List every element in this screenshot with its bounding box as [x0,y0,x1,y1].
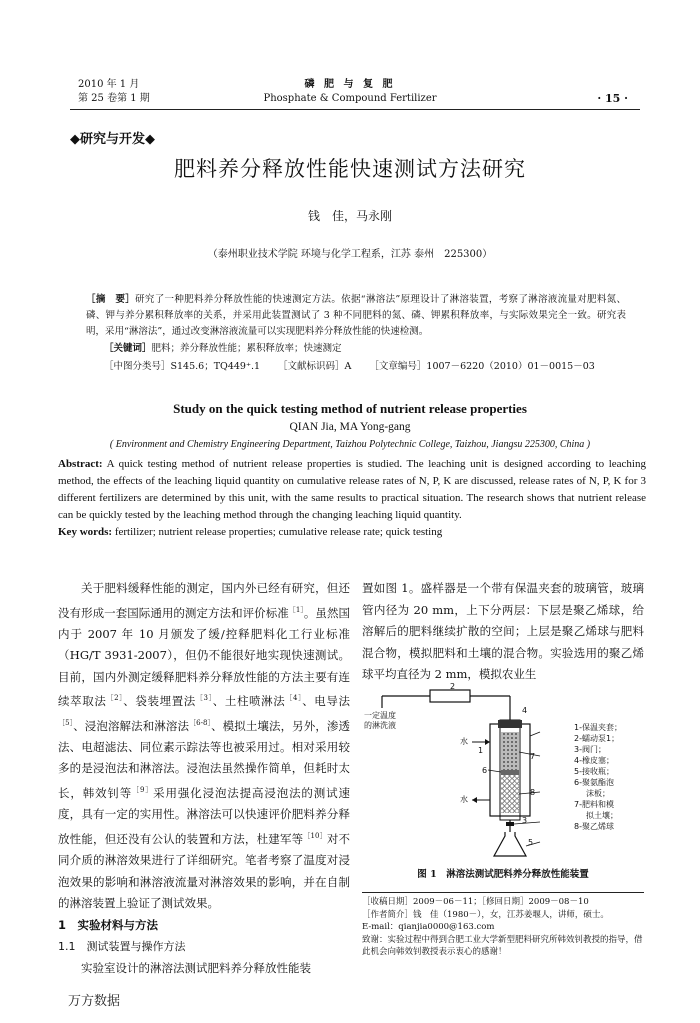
text-run: 关于肥料缓释性能的测定，国内外已经有研究，但还没有形成一套国际通用的测定方法和评价标准 [58,581,350,620]
leaching-liquid-label: 的淋洗液 [364,721,396,730]
figure-legend [574,722,622,832]
journal-name-cn: 磷 肥 与 复 肥 [304,79,396,90]
text-run: 对不同介质的淋溶效果进行了详细研究。笔者考察了温度对浸泡效果的影响和淋溶液流量对淋溶效果的影响，并在自制的淋溶装置上验证了测试效果。 [58,831,350,911]
callout-number: 4 [522,706,528,715]
affiliation-cn: （泰州职业技术学院 环境与化学工程系，江苏 泰州 225300） [207,249,493,260]
callout-number: 3 [522,816,528,825]
text-run: 、电导法 [302,694,351,709]
legend-item: 1-保温夹套； [574,723,622,732]
legend-item: 2-蠕动泵1； [574,734,620,743]
legend-item: 5-接收瓶； [574,767,614,776]
citation: ［5］ [58,718,74,727]
callout-number: 5 [528,838,534,847]
keywords-cn-label: ［关键词］ [104,343,152,354]
legend-item: 8-聚乙烯球 [574,822,614,831]
leader-line [530,732,540,736]
header-date: 2010 年 1 月 [78,79,140,90]
citation: ［6-8］ [189,718,212,727]
keywords-en-text: fertilizer; nutrient release properties; cumulative release rate; quick testing [112,526,443,538]
text-run: 、模拟土壤法，另外，渗透法、电超滤法、同位素示踪法等也被采用过。相对采用较多的是浸泡法和淋溶法。浸泡法虽然操作简单，但耗时太长，韩效钊等 [58,718,351,800]
keywords-cn [104,340,342,354]
text-run: 。虽然国内于 2007 年 10 月颁发了缓/控释肥料化工行业标准（HG/T 3931-2007），但仍不能很好地实现快速测试。目前，国内外测定缓释肥料养分释放性能的方法主要有连续萃取法 [58,605,350,709]
fertilizer-soil-layer [501,732,519,770]
classification-line [104,358,613,372]
abstract-en [58,456,646,541]
document-code: ［文献标识码］A [278,361,352,372]
legend-item: 3-阀门； [574,745,606,754]
arrow-icon [485,739,490,745]
peristaltic-pump [430,690,470,702]
header-journal [0,78,700,106]
abstract-cn [86,292,626,340]
wanfang-watermark: 万方数据 [68,994,121,1009]
arrow-icon [472,797,477,803]
section-heading: 1 实验材料与方法 [58,917,159,932]
header-volume: 第 25 卷第 1 期 [78,93,150,104]
received-date: ［收稿日期］2009－06－11；［修回日期］2009－08－10 [362,897,589,907]
valve [506,822,514,826]
keywords-en-label: Key words: [58,526,113,538]
leaching-liquid-label: 一定温度 [364,711,396,720]
text-run: 、土柱喷淋法 [212,694,286,709]
figure-caption: 图 1 淋溶法测试肥料养分释放性能装置 [417,869,589,880]
article-title-en: Study on the quick testing method of nutrient release properties [173,401,527,416]
footnote [362,896,644,959]
article-title-cn: 肥料养分释放性能快速测试方法研究 [174,157,526,181]
citation: ［2］ [106,694,124,703]
affiliation-en: ( Environment and Chemistry Engineering Department, Taizhou Polytechnic College, Taizhou, Jiangsu 225300, China ) [109,439,591,450]
figure-leaching-apparatus [362,676,644,861]
article-number: ［文章编号］1007－6220（2010）01－0015－03 [369,361,595,372]
legend-item: 拟土壤； [586,811,618,820]
section-tag: ◆研究与开发◆ [70,132,155,147]
callout-number: 2 [450,682,456,691]
legend-item: 7-肥料和模 [574,800,614,809]
citation: ［4］ [285,694,303,703]
body-left-column [58,578,350,979]
abstract-cn-text: 研究了一种肥料养分释放性能的快速测定方法。依据“淋溶法”原理设计了淋溶装置，考察了淋溶液流量对肥料氮、磷、钾与养分累积释放率的关系，并采用此装置测试了 3 种不同肥料的氮、磷、钾累积释放率，与实际效果完全一致。研究表明，采用“淋溶法”，通过改变淋溶液流量可以实现肥料养分释放性能的快速检测。 [86,294,626,337]
callout-number: 1 [478,746,484,755]
authors-cn: 钱 佳，马永刚 [307,209,392,223]
acknowledgement: 致谢：实验过程中得到合肥工业大学新型肥料研究所韩效钊教授的指导，借此机会向韩效钊教授表示衷心的感谢！ [362,934,643,957]
journal-name-en: Phosphate & Compound Fertilizer [263,93,437,104]
legend-item: 沫板； [586,789,610,798]
text-run: 采用强化浸泡法提高浸泡法的测试速度，具有一定的实用性。淋溶法可以快速评价肥料养分释放性能，但还没有公认的装置和方法，杜建军等 [58,785,351,846]
polyurethane-foam-board [501,770,519,775]
rubber-stopper [498,720,522,728]
callout-number: 7 [530,752,536,761]
citation: ［1］ [288,605,304,614]
keywords-cn-text: 肥料；养分释放性能；累积释放率；快速测定 [151,343,342,354]
author-email: E-mail：qianjia0000@163.com [362,922,495,932]
receiving-flask [494,832,526,856]
abstract-en-label: Abstract: [58,458,103,470]
callout-number: 6 [482,766,488,775]
abstract-cn-label: ［摘 要］ [86,294,136,305]
legend-item: 4-橡皮塞； [574,756,614,765]
method-paragraph: 实验室设计的淋溶法测试肥料养分释放性能装 [81,960,311,975]
abstract-en-text: A quick testing method of nutrient release properties is studied. The leaching unit is designed according to leaching method, the effects of the leaching liquid quantity on cumulative release rates of N, P, K are discussed, release rates of N, P, K for 3 different fertilizers are determined by this unit, with the same results to practical situation. The research shows that nutrient release can be quickly tested by the leaching method through the changing leaching liquid quantity. [58,458,646,521]
citation: ［10］ [303,831,327,840]
water-out-label: 水 [460,795,468,804]
clc-number: ［中图分类号］S145.6；TQ449⁺.1 [104,361,261,372]
citation: ［9］ [132,785,154,794]
polyethylene-balls [501,775,519,813]
page-number: · 15 · [597,92,628,105]
header-divider [70,109,640,110]
body-right-column [362,578,644,686]
text-run: 、浸泡溶解法和淋溶法 [73,718,190,733]
water-in-label: 水 [460,737,468,746]
author-bio: ［作者简介］钱 佳（1980－），女，江苏姜堰人，讲师，硕士。 [362,909,609,920]
authors-en: QIAN Jia, MA Yong-gang [289,421,411,433]
intro-paragraph [58,578,350,915]
citation: ［3］ [195,694,213,703]
footnote-divider [362,892,644,893]
apparatus-paragraph: 置如图 1。盛样器是一个带有保温夹套的玻璃管，玻璃管内径为 20 mm，上下分两层：下层是聚乙烯球，给溶解后的肥料继续扩散的空间；上层是聚乙烯球与肥料混合物，模拟肥料和土壤的混合物。实验选用的聚乙烯球平均直径为 2 mm，模拟农业生 [362,581,644,681]
legend-item: 6-聚氨酯泡 [574,778,614,787]
text-run: 、袋装埋置法 [123,694,196,709]
callout-number: 8 [530,788,536,797]
subsection-heading: 1.1 测试装置与操作方法 [58,940,186,954]
